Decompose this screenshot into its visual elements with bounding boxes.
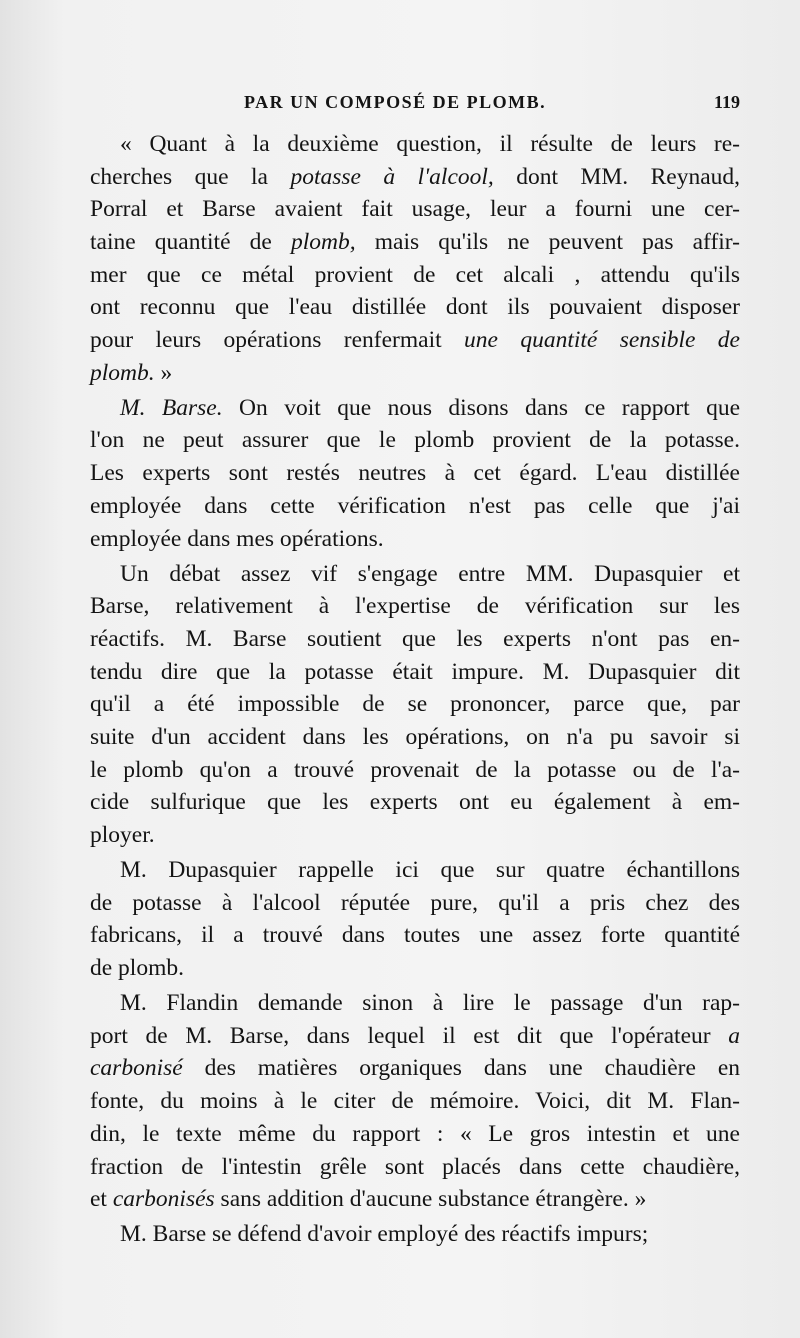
text-line — [90, 590, 740, 623]
text-segment: Un débat assez vif s'engage entre MM. Dupasquier et — [120, 560, 740, 587]
italic-text: une quantité sensible de — [464, 327, 740, 354]
text-segment: » — [154, 359, 173, 386]
page-header — [88, 92, 740, 122]
text-segment: port de M. Barse, dans lequel il est dit que l'opérateur — [90, 1022, 729, 1049]
text-segment: fabricans, il a trouvé dans toutes une assez forte quantité — [90, 922, 740, 949]
text-segment: mer que ce métal provient de cet alcali , attendu qu'ils — [90, 261, 740, 288]
text-line — [90, 786, 740, 819]
text-line — [90, 424, 740, 457]
text-segment: l'on ne peut assurer que le plomb provient de la potasse. — [90, 427, 740, 454]
text-segment: qu'il a été impossible de se prononcer, parce que, par — [90, 691, 740, 718]
text-line — [90, 1085, 740, 1118]
text-segment: fraction de l'intestin grêle sont placés dans cette chaudière, — [90, 1153, 740, 1180]
text-line — [90, 457, 740, 490]
text-segment: de plomb. — [90, 955, 184, 982]
text-line — [90, 161, 740, 194]
text-line — [90, 193, 740, 226]
defense-paragraph — [90, 1218, 740, 1251]
text-line — [90, 128, 740, 161]
text-line — [90, 887, 740, 920]
text-line — [90, 1020, 740, 1053]
text-segment: le plomb qu'on a trouvé provenait de la potasse ou de l'a- — [90, 756, 740, 783]
text-segment: ployer. — [90, 822, 155, 849]
page-number: 119 — [713, 92, 740, 112]
barse-paragraph — [90, 392, 740, 555]
text-segment: cherches que la — [90, 163, 291, 190]
text-segment: taine quantité de — [90, 229, 291, 256]
text-line — [90, 656, 740, 689]
text-segment: din, le texte même du rapport : « Le gros intestin et une — [90, 1120, 740, 1147]
text-line — [90, 754, 740, 787]
text-segment: M. Flandin demande sinon à lire le passage d'un rap- — [120, 990, 740, 1017]
text-segment: sans addition d'aucune substance étrangère. » — [214, 1186, 647, 1213]
body-text — [90, 128, 740, 1251]
italic-text: carbonisés — [112, 1186, 215, 1213]
text-segment: M. Barse se défend d'avoir employé des réactifs impurs; — [120, 1221, 649, 1248]
text-line — [90, 523, 740, 556]
text-line — [90, 558, 740, 591]
debate-paragraph — [90, 558, 740, 852]
text-segment: On voit que nous disons dans ce rapport que — [222, 394, 741, 421]
text-segment: de potasse à l'alcool réputée pure, qu'il a pris chez des — [90, 889, 740, 916]
italic-text: plomb. — [90, 359, 155, 386]
italic-text: a — [728, 1022, 740, 1049]
text-segment: Barse, relativement à l'expertise de vérification sur les — [90, 593, 740, 620]
text-line — [90, 1052, 740, 1085]
text-line — [90, 952, 740, 985]
text-line — [90, 291, 740, 324]
italic-text: carbonisé — [90, 1055, 183, 1082]
text-line — [90, 919, 740, 952]
text-segment: mais qu'ils ne peuvent pas affir- — [355, 229, 740, 256]
text-segment: Porral et Barse avaient fait usage, leur a fourni une cer- — [90, 196, 740, 223]
text-line — [90, 987, 740, 1020]
text-line — [90, 490, 740, 523]
text-segment: cide sulfurique que les experts ont eu également à em- — [90, 789, 740, 816]
text-line — [90, 324, 740, 357]
flandin-paragraph — [90, 987, 740, 1216]
text-line — [90, 1151, 740, 1184]
text-segment: dont MM. Reynaud, — [493, 163, 740, 190]
text-segment: des matières organiques dans une chaudière en — [182, 1055, 740, 1082]
italic-text: M. Barse. — [120, 394, 223, 421]
text-segment: fonte, du moins à le citer de mémoire. Voici, dit M. Flan- — [90, 1088, 740, 1115]
text-segment: employée dans mes opérations. — [90, 525, 384, 552]
text-line — [90, 688, 740, 721]
text-segment: employée dans cette vérification n'est pas celle que j'ai — [90, 492, 740, 519]
text-line — [90, 226, 740, 259]
text-line — [90, 623, 740, 656]
italic-text: potasse à l'alcool, — [290, 163, 494, 190]
text-segment: Les experts sont restés neutres à cet égard. L'eau distillée — [90, 460, 740, 487]
text-line — [90, 1218, 740, 1251]
text-segment: M. Dupasquier rappelle ici que sur quatre échantillons — [120, 857, 740, 884]
quote-paragraph — [90, 128, 740, 390]
text-segment: et — [90, 1186, 113, 1213]
text-line — [90, 392, 740, 425]
text-line — [90, 1183, 740, 1216]
text-segment: « Quant à la deuxième question, il résulte de leurs re- — [120, 131, 740, 157]
text-segment: pour leurs opérations renfermait — [90, 327, 465, 354]
text-line — [90, 1118, 740, 1151]
text-segment: ont reconnu que l'eau distillée dont ils pouvaient disposer — [90, 294, 740, 321]
italic-text: plomb, — [290, 229, 356, 256]
running-title: PAR UN COMPOSÉ DE PLOMB. — [244, 92, 547, 112]
dupasquier-paragraph — [90, 854, 740, 985]
text-segment: tendu dire que la potasse était impure. M. Dupasquier dit — [90, 658, 740, 685]
text-segment: suite d'un accident dans les opérations, on n'a pu savoir si — [90, 723, 740, 750]
text-line — [90, 357, 740, 390]
text-segment: réactifs. M. Barse soutient que les experts n'ont pas en- — [90, 625, 740, 652]
text-line — [90, 259, 740, 292]
text-line — [90, 819, 740, 852]
text-line — [90, 721, 740, 754]
text-line — [90, 854, 740, 887]
